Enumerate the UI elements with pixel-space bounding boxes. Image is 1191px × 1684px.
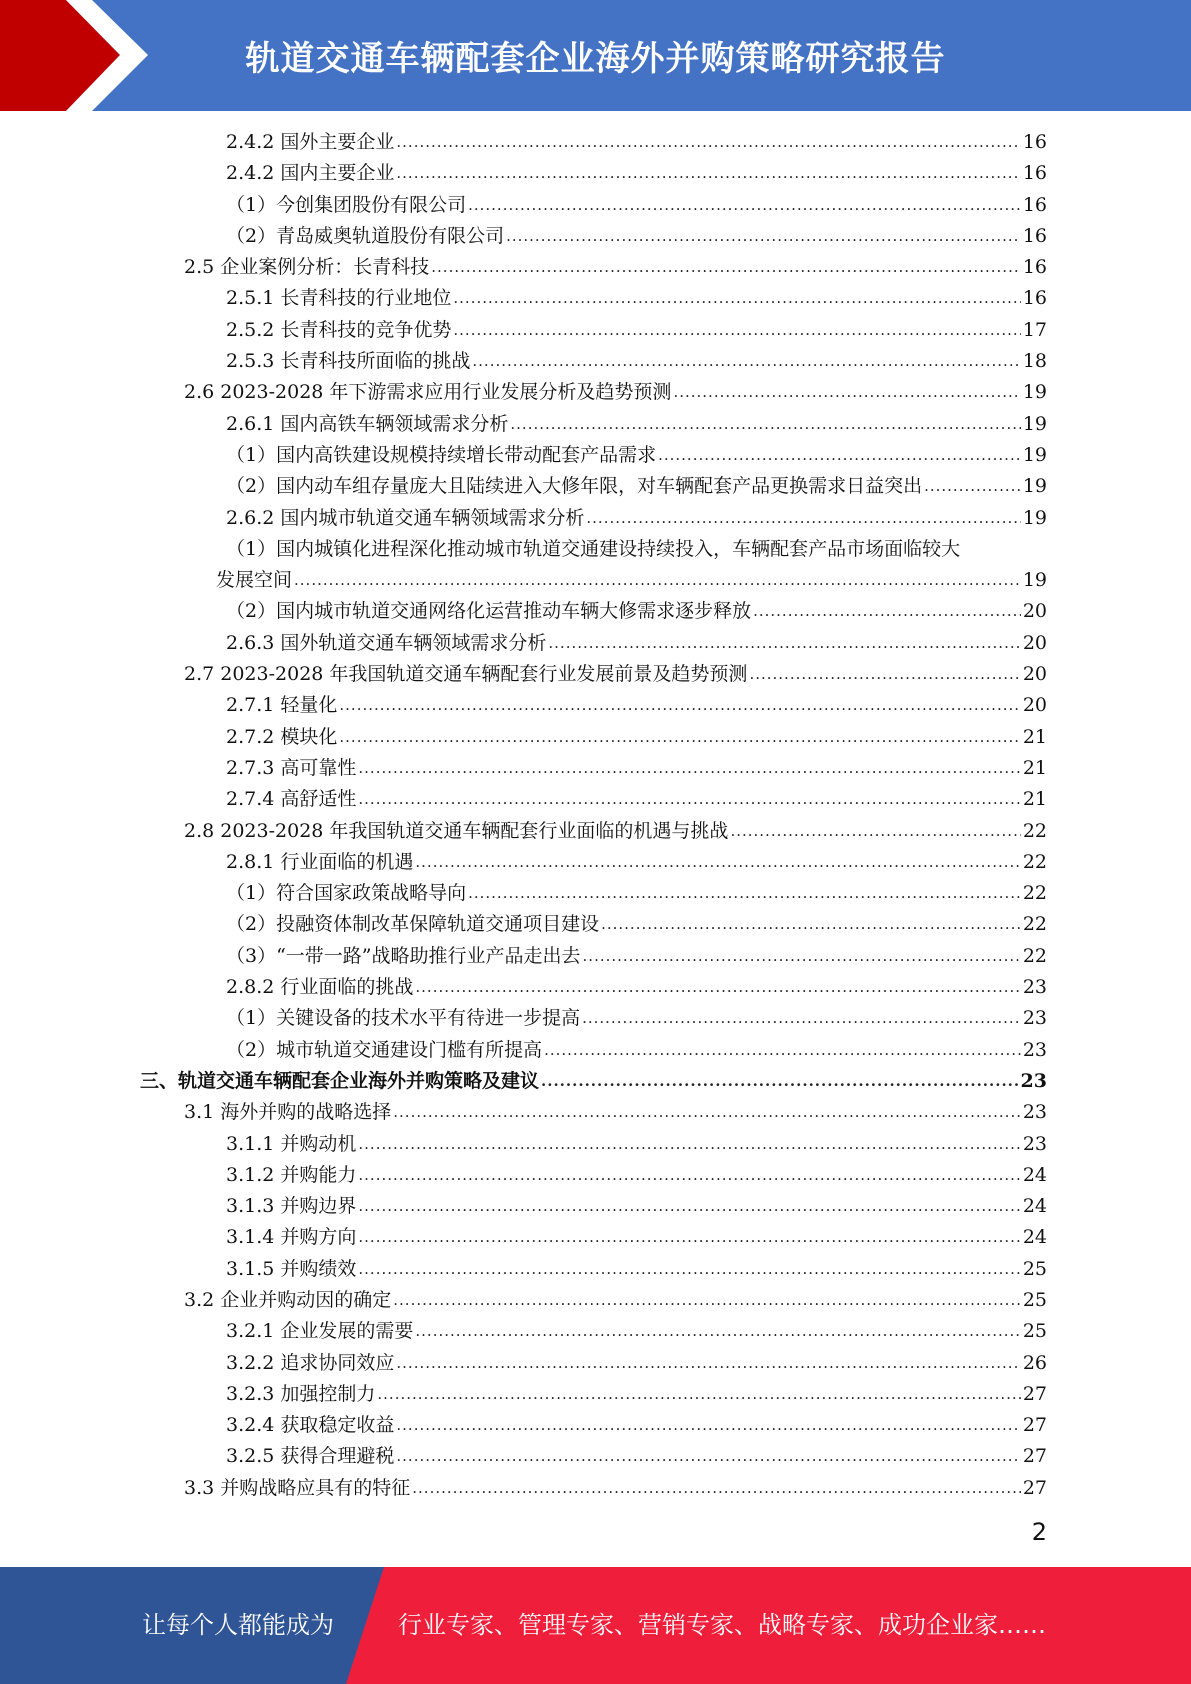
toc-entry[interactable]	[140, 753, 1047, 784]
toc-entry-title: 3.2.3 加强控制力	[226, 1382, 376, 1405]
toc-dot-leader	[468, 190, 1021, 221]
toc-entry-title: 2.6 2023-2028 年下游需求应用行业发展分析及趋势预测	[184, 381, 672, 404]
toc-dot-leader	[412, 1473, 1021, 1504]
toc-entry-page: 16	[1022, 287, 1047, 310]
toc-entry[interactable]	[140, 1441, 1047, 1472]
toc-entry-page: 16	[1022, 256, 1047, 279]
page-footer	[0, 1567, 1191, 1684]
toc-entry-page: 17	[1022, 318, 1047, 341]
toc-entry-page: 20	[1022, 663, 1047, 686]
toc-entry-page: 27	[1022, 1414, 1047, 1437]
toc-dot-leader	[431, 252, 1021, 283]
page-header	[0, 0, 1191, 111]
toc-entry-page: 27	[1022, 1382, 1047, 1405]
toc-entry[interactable]	[140, 377, 1047, 408]
toc-entry[interactable]	[140, 534, 1047, 597]
toc-entry-title: 三、轨道交通车辆配套企业海外并购策略及建议	[140, 1069, 540, 1092]
toc-entry-title: 3.2.5 获得合理避税	[226, 1445, 395, 1468]
toc-entry-page: 22	[1022, 850, 1047, 873]
toc-entry[interactable]	[140, 315, 1047, 346]
toc-entry-title: （2）青岛威奥轨道股份有限公司	[226, 224, 505, 247]
toc-entry[interactable]	[140, 1285, 1047, 1316]
toc-entry-title: （2）城市轨道交通建设门槛有所提高	[226, 1038, 543, 1061]
toc-entry[interactable]	[140, 221, 1047, 252]
toc-entry-page: 19	[1022, 412, 1047, 435]
toc-entry-page: 20	[1022, 600, 1047, 623]
toc-entry-title: 2.7.1 轻量化	[226, 694, 338, 717]
toc-entry-title: （1）关键设备的技术水平有待进一步提高	[226, 1007, 581, 1030]
toc-dot-leader	[730, 816, 1020, 847]
toc-dot-leader	[586, 503, 1020, 534]
toc-entry-title: 2.6.3 国外轨道交通车辆领域需求分析	[226, 631, 547, 654]
toc-entry-page: 26	[1022, 1351, 1047, 1374]
toc-dot-leader	[396, 127, 1020, 158]
toc-entry[interactable]	[140, 283, 1047, 314]
toc-entry-title: （3）“一带一路”战略助推行业产品走出去	[226, 944, 581, 967]
toc-entry[interactable]	[140, 1379, 1047, 1410]
toc-dot-leader	[358, 1191, 1020, 1222]
toc-entry-title: 2.8.1 行业面临的机遇	[226, 850, 414, 873]
toc-entry[interactable]	[140, 690, 1047, 721]
toc-entry[interactable]	[140, 346, 1047, 377]
toc-entry-page: 21	[1022, 756, 1047, 779]
toc-dot-leader	[393, 1285, 1021, 1316]
toc-entry[interactable]	[140, 1003, 1047, 1034]
footer-slogan-left: 让每个人都能成为	[142, 1611, 334, 1639]
toc-dot-leader	[658, 440, 1021, 471]
toc-entry[interactable]	[140, 722, 1047, 753]
toc-entry-page: 23	[1022, 976, 1047, 999]
toc-entry-title: 3.1.4 并购方向	[226, 1226, 357, 1249]
toc-entry-page: 25	[1022, 1320, 1047, 1343]
toc-entry-title: 2.5.3 长青科技所面临的挑战	[226, 350, 471, 373]
toc-entry-title: （2）国内城市轨道交通网络化运营推动车辆大修需求逐步释放	[226, 600, 752, 623]
toc-entry-page: 16	[1022, 131, 1047, 153]
toc-entry[interactable]	[140, 878, 1047, 909]
toc-entry-title: （2）投融资体制改革保障轨道交通项目建设	[226, 913, 600, 936]
toc-entry[interactable]	[140, 190, 1047, 221]
toc-entry-page: 24	[1022, 1163, 1047, 1186]
toc-entry[interactable]	[140, 847, 1047, 878]
toc-dot-leader	[510, 409, 1020, 440]
toc-entry-page: 24	[1022, 1226, 1047, 1249]
toc-entry[interactable]	[140, 909, 1047, 940]
toc-entry-title: 2.5.2 长青科技的竞争优势	[226, 318, 452, 341]
toc-dot-leader	[396, 1348, 1020, 1379]
toc-entry-page: 27	[1022, 1476, 1047, 1499]
toc-entry-page: 23	[1022, 1101, 1047, 1124]
toc-dot-leader	[339, 690, 1020, 721]
toc-entry-title: 3.1.5 并购绩效	[226, 1257, 357, 1280]
toc-entry-page: 20	[1022, 631, 1047, 654]
toc-dot-leader	[506, 221, 1021, 252]
toc-entry[interactable]	[140, 784, 1047, 815]
toc-dot-leader	[377, 1379, 1020, 1410]
toc-entry[interactable]	[140, 1035, 1047, 1066]
toc-entry-title: 2.6.2 国内城市轨道交通车辆领域需求分析	[226, 506, 585, 529]
toc-entry-page: 16	[1022, 162, 1047, 185]
toc-dot-leader	[415, 847, 1020, 878]
toc-entry-title: 3.1.3 并购边界	[226, 1195, 357, 1218]
toc-entry-page: 19	[1022, 443, 1047, 466]
toc-entry-page: 19	[1022, 506, 1047, 529]
toc-dot-leader	[453, 315, 1020, 346]
toc-dot-leader	[548, 628, 1020, 659]
footer-slogan-right: 行业专家、管理专家、营销专家、战略专家、成功企业家……	[398, 1611, 1046, 1639]
toc-dot-leader	[468, 878, 1021, 909]
toc-entry[interactable]	[140, 1316, 1047, 1347]
toc-entry-page: 24	[1022, 1195, 1047, 1218]
toc-entry[interactable]	[140, 409, 1047, 440]
toc-dot-leader	[673, 377, 1020, 408]
toc-entry[interactable]	[140, 158, 1047, 189]
toc-dot-leader	[393, 1097, 1021, 1128]
toc-entry-page: 16	[1022, 224, 1047, 247]
toc-entry-page: 21	[1022, 725, 1047, 748]
toc-entry[interactable]	[140, 628, 1047, 659]
page-number: 2	[1031, 1518, 1047, 1546]
toc-entry-page: 25	[1022, 1257, 1047, 1280]
toc-entry[interactable]	[140, 1473, 1047, 1504]
toc-entry[interactable]	[140, 1160, 1047, 1191]
toc-entry-title: （1）国内城镇化进程深化推动城市轨道交通建设持续投入，车辆配套产品市场面临较大	[226, 537, 961, 560]
toc-entry[interactable]	[140, 816, 1047, 847]
toc-entry-title: 2.7.4 高舒适性	[226, 788, 357, 811]
toc-entry-page: 22	[1022, 819, 1047, 842]
toc-dot-leader	[396, 1410, 1020, 1441]
report-title: 轨道交通车辆配套企业海外并购策略研究报告	[245, 39, 946, 79]
toc-entry-title: （1）今创集团股份有限公司	[226, 193, 467, 216]
toc-entry-page: 23	[1022, 1038, 1047, 1061]
toc-dot-leader	[358, 1160, 1020, 1191]
toc-entry[interactable]	[140, 1066, 1047, 1097]
toc-dot-leader	[749, 659, 1020, 690]
toc-entry-page: 19	[1022, 475, 1047, 498]
toc-dot-leader	[415, 972, 1020, 1003]
toc-entry-title: 3.2.4 获取稳定收益	[226, 1414, 395, 1437]
toc-entry[interactable]	[140, 1191, 1047, 1222]
toc-dot-leader	[358, 784, 1020, 815]
toc-dot-leader	[294, 565, 1021, 596]
toc-dot-leader	[415, 1316, 1020, 1347]
toc-entry-title: 2.8.2 行业面临的挑战	[226, 976, 414, 999]
toc-entry-title: （1）国内高铁建设规模持续增长带动配套产品需求	[226, 443, 657, 466]
toc-entry[interactable]	[140, 1254, 1047, 1285]
toc-entry[interactable]	[140, 659, 1047, 690]
toc-dot-leader	[339, 722, 1020, 753]
toc-entry-title: 3.2 企业并购动因的确定	[184, 1288, 392, 1311]
toc-entry[interactable]	[140, 471, 1047, 502]
toc-entry-page: 27	[1022, 1445, 1047, 1468]
toc-entry-title: 2.7.2 模块化	[226, 725, 338, 748]
toc-dot-leader	[544, 1035, 1021, 1066]
toc-entry[interactable]	[140, 1129, 1047, 1160]
toc-entry-title: 3.1.1 并购动机	[226, 1132, 357, 1155]
toc-entry-title: 3.1 海外并购的战略选择	[184, 1101, 392, 1124]
toc-dot-leader	[396, 158, 1020, 189]
toc-entry-title-continued: 发展空间	[216, 569, 293, 592]
toc-entry-page: 20	[1022, 694, 1047, 717]
toc-entry-title: 3.2.2 追求协同效应	[226, 1351, 395, 1374]
toc-dot-leader	[358, 1222, 1020, 1253]
toc-dot-leader	[358, 753, 1020, 784]
toc-entry-page: 23	[1022, 1007, 1047, 1030]
toc-entry[interactable]	[140, 596, 1047, 627]
toc-entry[interactable]	[140, 1410, 1047, 1441]
toc-dot-leader	[358, 1254, 1020, 1285]
toc-dot-leader	[924, 471, 1021, 502]
toc-entry[interactable]	[140, 127, 1047, 158]
toc-entry[interactable]	[140, 972, 1047, 1003]
toc-entry-title: 2.4.2 国外主要企业	[226, 131, 395, 153]
toc-entry-page: 21	[1022, 788, 1047, 811]
toc-entry-title: 2.5 企业案例分析：长青科技	[184, 256, 430, 279]
toc-entry-title: （2）国内动车组存量庞大且陆续进入大修年限，对车辆配套产品更换需求日益突出	[226, 475, 923, 498]
toc-entry-page: 22	[1022, 882, 1047, 905]
toc-entry[interactable]	[140, 1348, 1047, 1379]
toc-entry-page: 19	[1022, 381, 1047, 404]
toc-entry-title: 2.8 2023-2028 年我国轨道交通车辆配套行业面临的机遇与挑战	[184, 819, 729, 842]
toc-entry-title: 3.3 并购战略应具有的特征	[184, 1476, 411, 1499]
toc-entry-page: 22	[1022, 913, 1047, 936]
toc-entry-page: 22	[1022, 944, 1047, 967]
toc-dot-leader	[541, 1066, 1019, 1097]
toc-entry-title: 2.5.1 长青科技的行业地位	[226, 287, 452, 310]
toc-entry-page: 23	[1020, 1069, 1047, 1092]
toc-entry-page: 25	[1022, 1288, 1047, 1311]
toc-dot-leader	[358, 1129, 1020, 1160]
toc-dot-leader	[583, 941, 1021, 972]
toc-entry-title: 3.1.2 并购能力	[226, 1163, 357, 1186]
toc-entry-page: 18	[1022, 350, 1047, 373]
toc-entry-title: 2.6.1 国内高铁车辆领域需求分析	[226, 412, 509, 435]
toc-dot-leader	[453, 283, 1020, 314]
toc-entry-title: 2.7.3 高可靠性	[226, 756, 357, 779]
toc-dot-leader	[472, 346, 1020, 377]
toc-entry[interactable]	[140, 941, 1047, 972]
toc-dot-leader	[753, 596, 1021, 627]
table-of-contents	[140, 127, 1047, 1504]
toc-entry[interactable]	[140, 252, 1047, 283]
toc-entry[interactable]	[140, 503, 1047, 534]
toc-entry[interactable]	[140, 1097, 1047, 1128]
toc-entry-page: 19	[1022, 569, 1047, 592]
toc-entry-title: 2.7 2023-2028 年我国轨道交通车辆配套行业发展前景及趋势预测	[184, 663, 748, 686]
toc-entry[interactable]	[140, 440, 1047, 471]
toc-entry-title: （1）符合国家政策战略导向	[226, 882, 467, 905]
toc-entry-page: 23	[1022, 1132, 1047, 1155]
toc-dot-leader	[582, 1003, 1021, 1034]
toc-entry-title: 3.2.1 企业发展的需要	[226, 1320, 414, 1343]
toc-entry[interactable]	[140, 1222, 1047, 1253]
toc-entry-title: 2.4.2 国内主要企业	[226, 162, 395, 185]
toc-dot-leader	[396, 1441, 1020, 1472]
toc-dot-leader	[601, 909, 1021, 940]
toc-entry-page: 16	[1022, 193, 1047, 216]
